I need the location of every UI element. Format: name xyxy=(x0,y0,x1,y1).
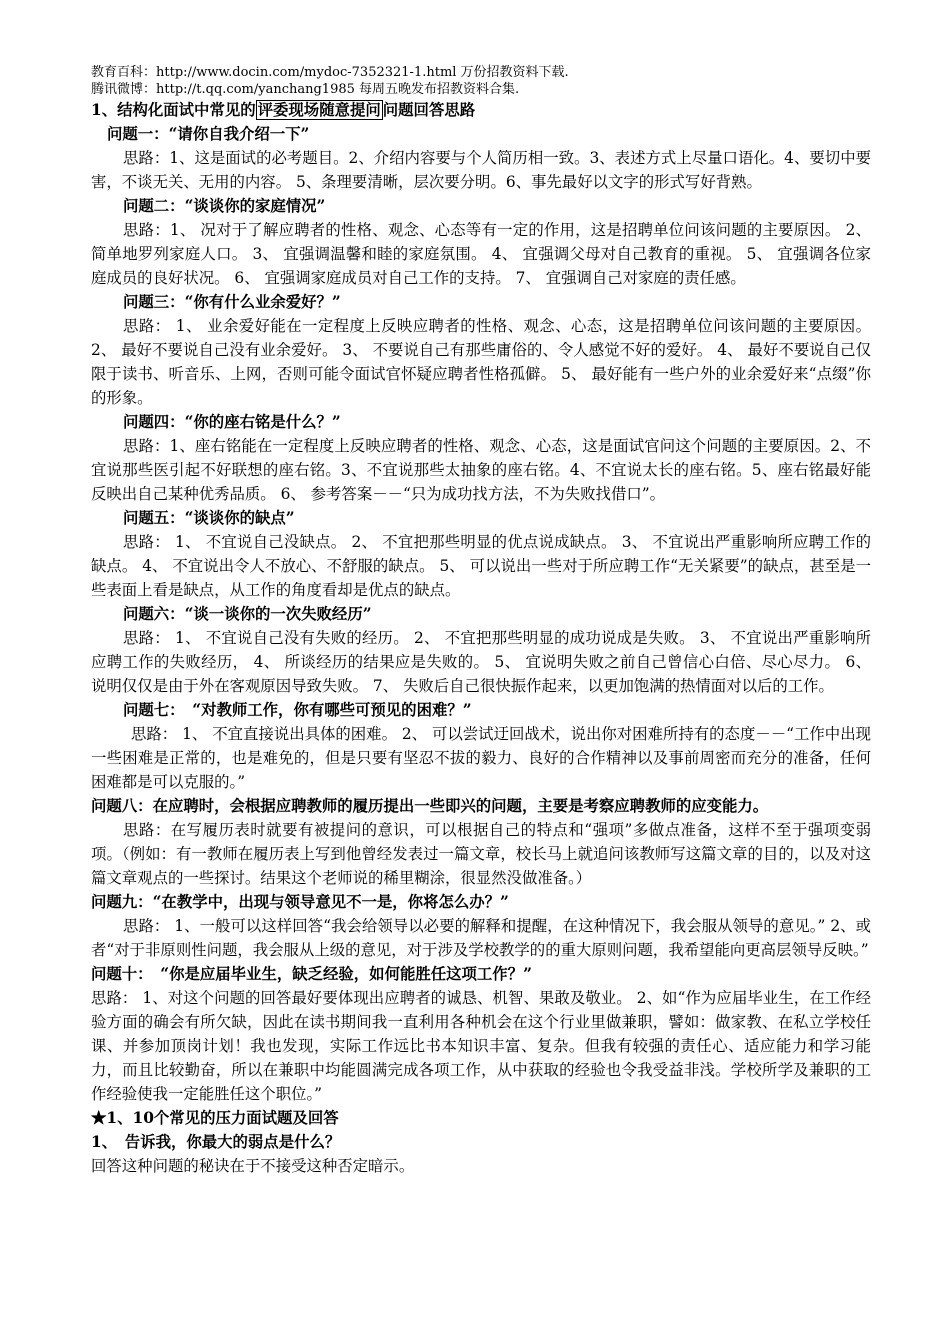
question-7-answer: 思路： 1、 不宜直接说出具体的困难。 2、 可以尝试迂回战术，说出你对困难所持有的态度－－“工作中出现一些困难是正常的，也是难免的，但是只要有坚忍不拔的毅力、良好的合作精神以及事前周密而充分的准备，任何困难都是可以克服的。” xyxy=(91,725,871,791)
question-5-answer: 思路： 1、 不宜说自己没缺点。 2、 不宜把那些明显的优点说成缺点。 3、 不宜说出严重影响所应聘工作的缺点。 4、 不宜说出令人不放心、不舒服的缺点。 5、 可以说出一些对于所应聘工作“无关紧要”的缺点，甚至是一些表面上看是缺点，从工作的角度看却是优点的缺点。 xyxy=(91,533,871,599)
section1-title-pre: 1、结构化面试中常见的 xyxy=(91,101,256,119)
question-1-answer: 思路：1、这是面试的必考题目。2、介绍内容要与个人简历相一致。3、表述方式上尽量口语化。4、要切中要害，不谈无关、无用的内容。 5、条理要清晰，层次要分明。6、事先最好以文字的形式写好背熟。 xyxy=(91,149,871,191)
question-8-title: 问题八：在应聘时，会根据应聘教师的履历提出一些即兴的问题，主要是考察应聘教师的应变能力。 xyxy=(91,797,769,815)
question-10-answer: 思路： 1、对这个问题的回答最好要体现出应聘者的诚恳、机智、果敢及敬业。 2、如“作为应届毕业生，在工作经验方面的确会有所欠缺，因此在读书期间我一直利用各种机会在这个行业里做兼职，譬如：做家教、在私立学校任课、并参加顶岗计划！我也发现，实际工作远比书本知识丰富、复杂。但我有较强的责任心、适应能力和学习能力，而且比较勤奋，所以在兼职中均能圆满完成各项工作，从中获取的经验也令我受益非浅。学校所学及兼职的工作经验使我一定能胜任这个职位。” xyxy=(91,989,871,1103)
section2-question-1-answer: 回答这种问题的秘诀在于不接受这种否定暗示。 xyxy=(91,1157,415,1175)
section2-question-1-title: 1、 告诉我，你最大的弱点是什么？ xyxy=(91,1133,341,1151)
question-8-answer: 思路：在写履历表时就要有被提问的意识，可以根据自己的特点和“强项”多做点准备，这样不至于强项变弱项。（例如：有一教师在履历表上写到他曾经发表过一篇文章，校长马上就追问该教师写这篇文章的目的，以及对这篇文章观点的一些探讨。结果这个老师说的稀里糊涂，很显然没做准备。） xyxy=(91,821,871,887)
question-3-answer: 思路： 1、 业余爱好能在一定程度上反映应聘者的性格、观念、心态，这是招聘单位问该问题的主要原因。 2、 最好不要说自己没有业余爱好。 3、 不要说自己有那些庸俗的、令人感觉不好的爱好。 4、 最好不要说自己仅限于读书、听音乐、上网，否则可能令面试官怀疑应聘者性格孤僻。 5、 最好能有一些户外的业余爱好来“点缀”你的形象。 xyxy=(91,317,871,407)
question-1-title: 问题一：“请你自我介绍一下” xyxy=(107,125,310,143)
section2-title: ★1、10个常见的压力面试题及回答 xyxy=(91,1109,339,1127)
question-6-answer: 思路： 1、 不宜说自己没有失败的经历。 2、 不宜把那些明显的成功说成是失败。 3、 不宜说出严重影响所应聘工作的失败经历， 4、 所谈经历的结果应是失败的。 5、 宜说明失败之前自己曾信心白倍、尽心尽力。 6、 说明仅仅是由于外在客观原因导致失败。 7、 失败后自己很快振作起来，以更加饱满的热情面对以后的工作。 xyxy=(91,629,871,695)
question-10-title: 问题十： “你是应届毕业生，缺乏经验，如何能胜任这项工作？” xyxy=(91,965,532,983)
section1-title-post: 问题回答思路 xyxy=(382,101,476,119)
question-2-answer: 思路：1、 况对于了解应聘者的性格、观念、心态等有一定的作用，这是招聘单位问该问题的主要原因。 2、 简单地罗列家庭人口。 3、 宜强调温馨和睦的家庭氛围。 4、 宜强调父母对自己教育的重视。 5、 宜强调各位家庭成员的良好状况。 6、 宜强调家庭成员对自己工作的支持。 7、 宜强调自己对家庭的责任感。 xyxy=(91,221,871,287)
section1-title xyxy=(91,98,871,122)
question-2-title: 问题二：“谈谈你的家庭情况” xyxy=(123,197,326,215)
header-line-weibo: 腾讯微博：http://t.qq.com/yanchang1985 每周五晚发布招教资料合集. xyxy=(91,82,520,97)
section1-title-boxed: 评委现场随意提问 xyxy=(257,101,381,119)
question-4-title: 问题四：“你的座右铭是什么？” xyxy=(123,413,341,431)
header-line-docin: 教育百科：http://www.docin.com/mydoc-7352321-1.html 万份招教资料下载. xyxy=(91,65,569,80)
question-5-title: 问题五：“谈谈你的缺点” xyxy=(123,509,295,527)
question-9-title: 问题九：“在教学中，出现与领导意见不一是，你将怎么办？” xyxy=(91,893,509,911)
document-page xyxy=(91,64,871,1178)
question-4-answer: 思路：1、座右铭能在一定程度上反映应聘者的性格、观念、心态，这是面试官问这个问题的主要原因。2、不宜说那些医引起不好联想的座右铭。3、不宜说那些太抽象的座右铭。4、不宜说太长的座右铭。5、座右铭最好能反映出自己某种优秀品质。 6、 参考答案－－“只为成功找方法，不为失败找借口”。 xyxy=(91,437,871,503)
question-6-title: 问题六：“谈一谈你的一次失败经历” xyxy=(123,605,372,623)
question-3-title: 问题三：“你有什么业余爱好？” xyxy=(123,293,341,311)
question-9-answer: 思路： 1、一般可以这样回答“我会给领导以必要的解释和提醒，在这种情况下，我会服从领导的意见。” 2、或者“对于非原则性问题，我会服从上级的意见，对于涉及学校教学的的重大原则问题，我希望能向更高层领导反映。” xyxy=(91,917,871,959)
question-7-title: 问题七： “对教师工作，你有哪些可预见的困难？” xyxy=(123,701,472,719)
